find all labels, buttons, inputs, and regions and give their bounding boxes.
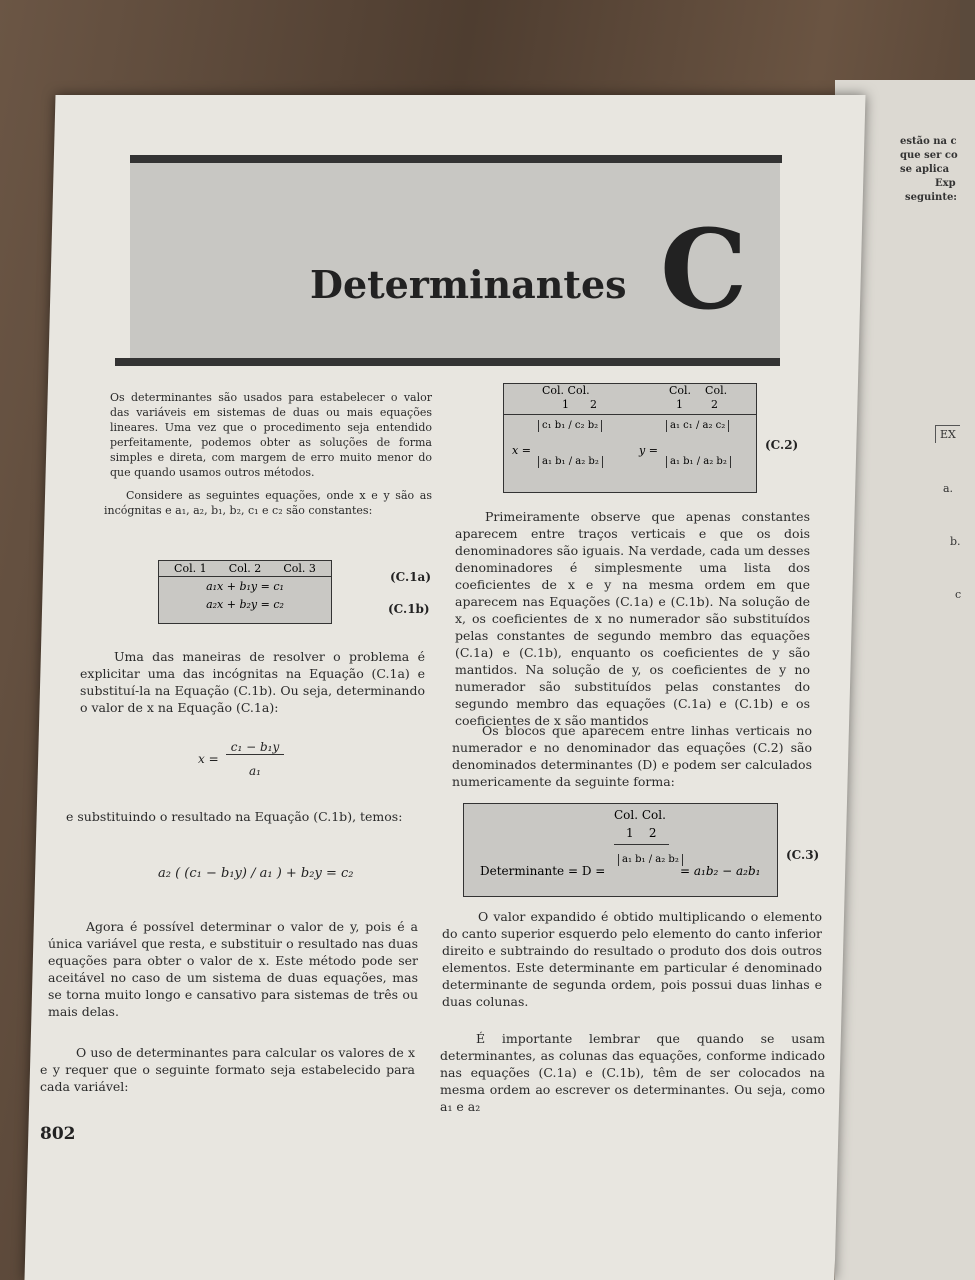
x-lhs: x = (512, 444, 531, 457)
equation-box-c3 (463, 803, 778, 897)
y-col-numbers: 1 2 (676, 398, 718, 411)
equation-label-c1a: (C.1a) (390, 570, 431, 584)
y-numerator-determinant: a₁ c₁ / a₂ c₂ (666, 420, 729, 432)
next-page-line: se aplica (900, 164, 950, 175)
equation-label-c3: (C.3) (786, 848, 820, 862)
c3-matrix: a₁ b₁ / a₂ b₂ (618, 854, 683, 866)
y-lhs: y = (639, 444, 658, 457)
x-col-headers: Col. Col. (542, 384, 590, 397)
next-page-line: estão na c (900, 136, 957, 147)
next-page-tab-b: b. (950, 535, 961, 548)
c3-lhs: Determinante = D = (480, 864, 606, 878)
next-page-line: Exp (935, 178, 956, 189)
equation-box-c1 (158, 560, 332, 624)
left-paragraph-5: Agora é possível determinar o valor de y, pois é a única variável que resta, e substituir o resultado nas duas equações para obter o valor de x. Este método pode ser aceitável no caso de um sistema de duas equações, mas se torna muito longo e cansativo para sistemas de três ou mais delas. (48, 919, 418, 1019)
bottom-rule (115, 358, 780, 366)
equation-label-c1b: (C.1b) (388, 602, 430, 616)
y-col-headers: Col. Col. (669, 384, 728, 397)
equation-x-denominator: a₁ (249, 764, 261, 778)
c3-col-numbers: 1 2 (626, 826, 657, 840)
x-numerator-determinant: c₁ b₁ / c₂ b₂ (538, 420, 602, 432)
left-paragraph-4: e substituindo o resultado na Equação (C.1b), temos: (66, 809, 403, 824)
c3-col-headers: Col. Col. (614, 808, 666, 822)
y-denominator-determinant: a₁ b₁ / a₂ b₂ (666, 456, 731, 468)
x-col-numbers: 1 2 (562, 398, 597, 411)
equation-row-1: a₁x + b₁y = c₁ (206, 580, 284, 593)
right-paragraph-4: É importante lembrar que quando se usam determinantes, as colunas das equações, conforme indicado nas equações (C.1a) e (C.1b), têm de ser colocados na mesma ordem ao escrever os determinantes. Ou seja, como a₁ e a₂ (440, 1031, 825, 1114)
left-paragraph-1: Os determinantes são usados para estabelecer o valor das variáveis em sistemas de duas ou mais equações lineares. Uma vez que o procedimento seja entendido perfeitamente, podemos obter as soluções de forma simples e direta, com margem de erro muito menor do que quando usamos outros métodos. (110, 391, 432, 479)
equation-label-c2: (C.2) (765, 438, 799, 452)
next-page-line: que ser co (900, 150, 958, 161)
equation-box-c2 (503, 383, 757, 493)
col-header: Col. 1 (174, 562, 207, 575)
equation-row-2: a₂x + b₂y = c₂ (206, 598, 284, 611)
next-page-tab-ex: EX (935, 425, 960, 443)
page-number: 802 (40, 1124, 76, 1144)
right-paragraph-3: O valor expandido é obtido multiplicando o elemento do canto superior esquerdo pelo elemento do canto inferior direito e subtraindo do resultado o produto dos dois outros elementos. Este determinante em particular é denominado determinante de segunda ordem, pois possui duas linhas e duas colunas. (442, 909, 822, 1009)
equation-x-numerator: c₁ − b₁y (226, 740, 284, 755)
left-paragraph-6: O uso de determinantes para calcular os valores de x e y requer que o seguinte formato seja estabelecido para cada variável: (40, 1045, 415, 1094)
next-page-tab-c: c (955, 588, 962, 601)
right-paragraph-1: Primeiramente observe que apenas constantes aparecem entre traços verticais e que os dois denominadores são iguais. Na verdade, cada um desses denominadores é simplesmente uma lista dos coeficientes de x e y na mesma ordem em que aparecem nas Equações (C.1a) e (C.1b). Na solução de x, os coeficientes de x no numerador são substituídos pelas constantes de segundo membro das equações (C.1a) e (C.1b), enquanto os coeficientes de y são mantidos. Na solução de y, os coeficientes de y no numerador são substituídos pelas constantes do segundo membro das equações (C.1a) e (C.1b) e os coeficientes de x são mantidos (455, 509, 810, 728)
equation-substitution: a₂ ( (c₁ − b₁y) / a₁ ) + b₂y = c₂ (158, 866, 354, 881)
left-paragraph-2: Considere as seguintes equações, onde x e y são as incógnitas e a₁, a₂, b₁, b₂, c₁ e c₂ são constantes: (104, 489, 432, 517)
x-denominator-determinant: a₁ b₁ / a₂ b₂ (538, 456, 603, 468)
chapter-title: Determinantes (310, 262, 627, 307)
col-header: Col. 3 (283, 562, 316, 575)
next-page-tab-a: a. (943, 482, 954, 495)
chapter-letter: C (660, 205, 748, 334)
col-header: Col. 2 (228, 562, 262, 575)
top-rule (130, 155, 782, 163)
c3-rhs: = a₁b₂ − a₂b₁ (680, 864, 761, 878)
next-page-line: seguinte: (905, 192, 957, 203)
right-paragraph-2: Os blocos que aparecem entre linhas verticais no numerador e no denominador das equações (C.2) são denominados determinantes (D) e podem ser calculados numericamente da seguinte forma: (452, 723, 812, 789)
left-paragraph-3: Uma das maneiras de resolver o problema é explicitar uma das incógnitas na Equação (C.1a) e substituí-la na Equação (C.1b). Ou seja, determinando o valor de x na Equação (C.1a): (80, 649, 425, 715)
equation-x-lhs: x = (198, 752, 219, 766)
